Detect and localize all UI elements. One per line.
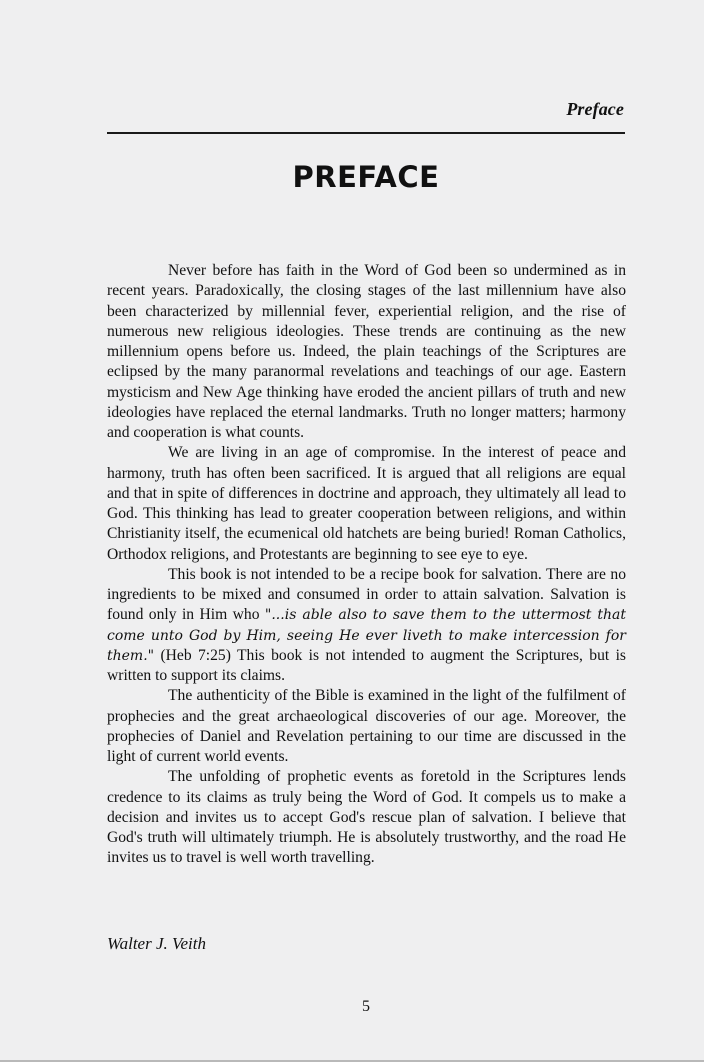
paragraph-3-lead: This book is not intended to be a recipe book for salvation. There are no ingredients to be mixed and consumed in order to attain salvation. Salvation is found only in Him who xyxy=(107,565,626,624)
header-rule xyxy=(107,132,625,134)
paragraph-3 xyxy=(107,565,626,687)
paragraph-5: The unfolding of prophetic events as foretold in the Scriptures lends credence to its claims as truly being the Word of God. It compels us to make a decision and invites us to accept God's rescue plan of salvation. I believe that God's truth will ultimately triumph. He is absolutely trustworthy, and the road He invites us to travel is well worth travelling. xyxy=(107,768,626,867)
running-header: Preface xyxy=(566,99,624,119)
paragraph-1: Never before has faith in the Word of God been so undermined as in recent years. Paradoxically, the closing stages of the last millennium have also been characterized by millennial fever, experiential religion, and the rise of numerous new religious ideologies. These trends are continuing as the new millennium opens before us. Indeed, the plain teachings of the Scriptures are eclipsed by the many paranormal revelations and teachings of our age. Eastern mysticism and New Age thinking have eroded the ancient pillars of truth and new ideologies have replaced the eternal landmarks. Truth no longer matters; harmony and cooperation is what counts. xyxy=(107,262,626,441)
paragraph-4: The authenticity of the Bible is examined in the light of the fulfilment of prophecies and the great archaeological discoveries of our age. Moreover, the prophecies of Daniel and Revelation pertaining to our time are discussed in the light of current world events. xyxy=(107,687,626,765)
page-number: 5 xyxy=(362,998,370,1015)
paragraph-2: We are living in an age of compromise. In the interest of peace and harmony, truth has often been sacrificed. It is argued that all religions are equal and that in spite of differences in doctrine and approach, they ultimately all lead to God. This thinking has lead to greater cooperation between religions, and within Christianity itself, the ecumenical old hatchets are being buried! Roman Catholics, Orthodox religions, and Protestants are beginning to see eye to eye. xyxy=(107,444,626,563)
paragraph-3-tail: (Heb 7:25) This book is not intended to augment the Scriptures, but is written to support its claims. xyxy=(107,646,626,684)
page-title: PREFACE xyxy=(292,160,440,194)
preface-body xyxy=(107,261,626,869)
scripture-quote: "...is able also to save them to the uttermost that come unto God by Him, seeing He ever liveth to make intercession for them." xyxy=(107,607,626,664)
author-signature: Walter J. Veith xyxy=(107,934,206,953)
